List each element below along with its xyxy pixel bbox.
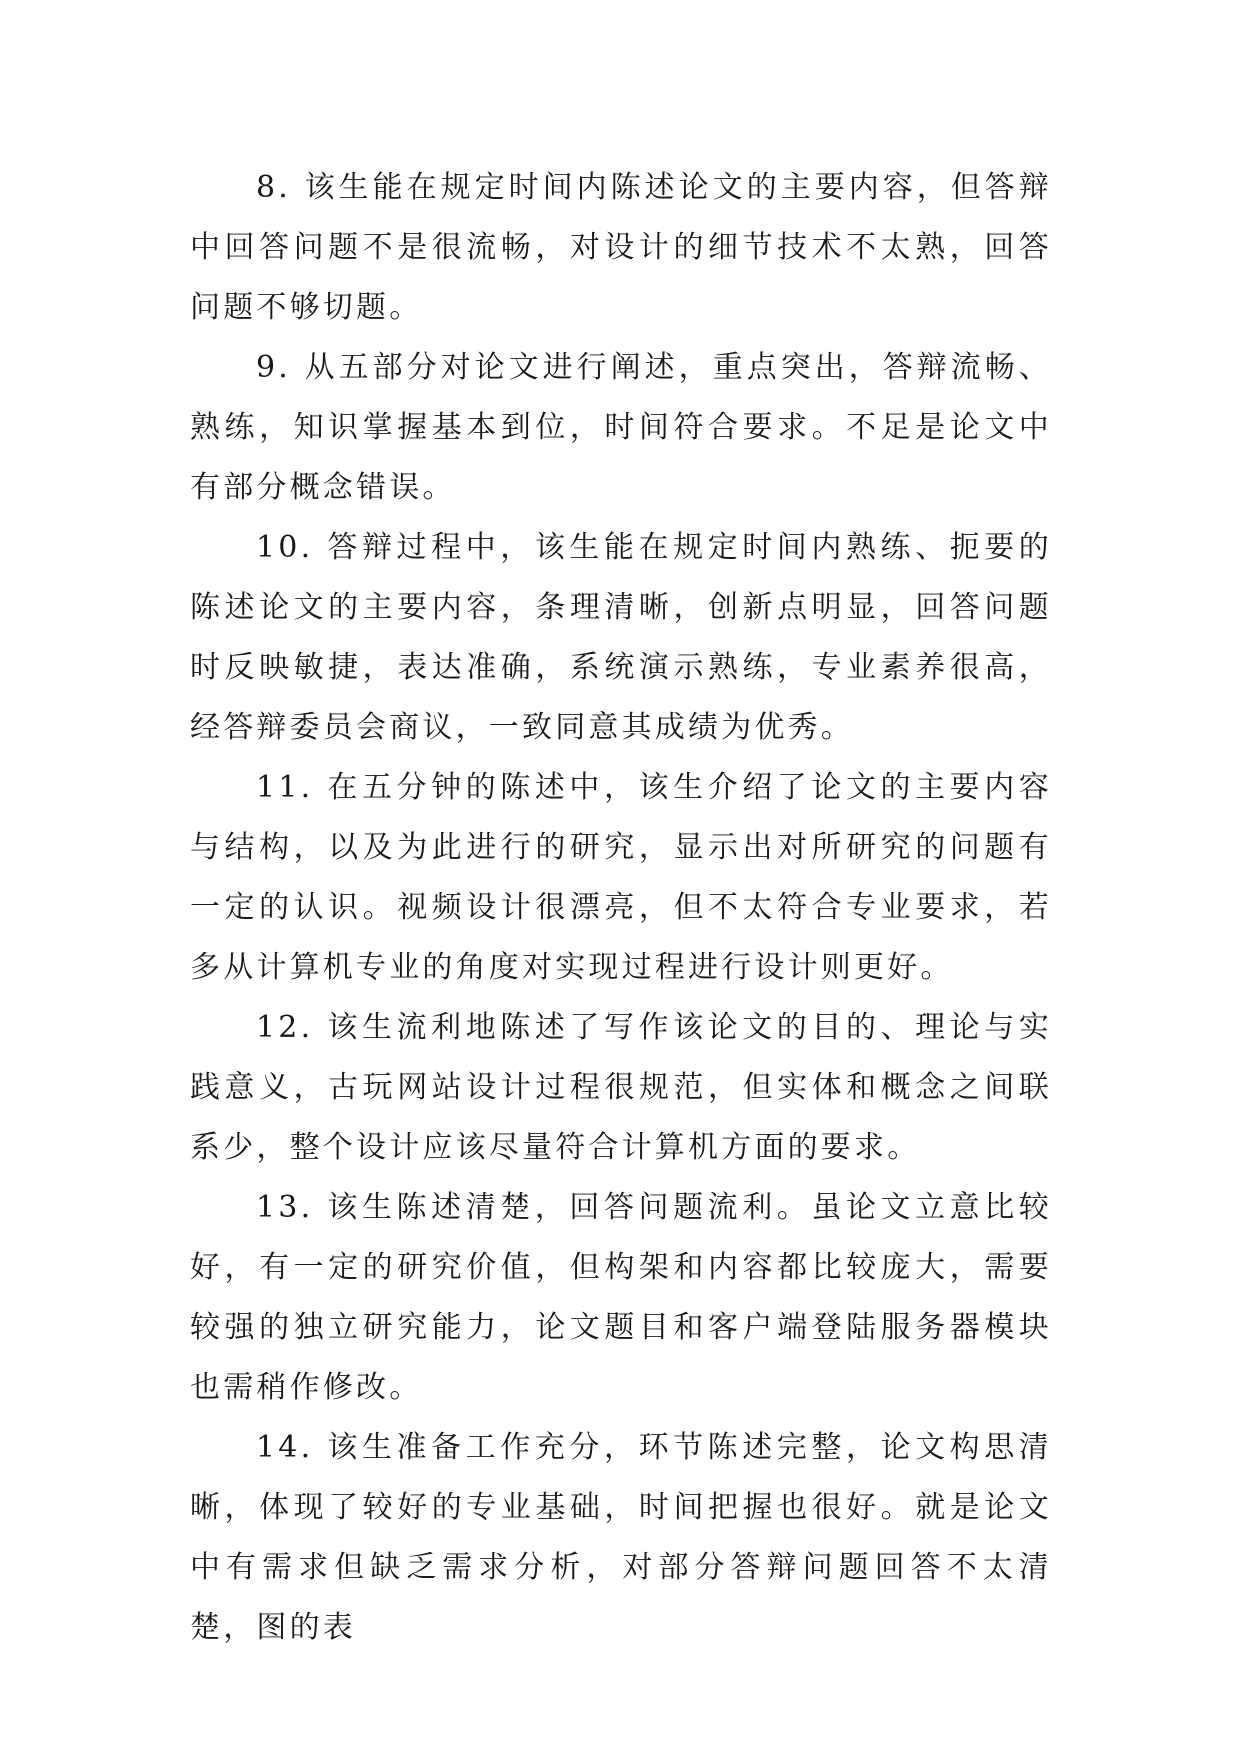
paragraph-12: 12. 该生流利地陈述了写作该论文的目的、理论与实践意义，古玩网站设计过程很规范，但实体和概念之间联系少，整个设计应该尽量符合计算机方面的要求。 (190, 1010, 1052, 1165)
paragraph-11: 11. 在五分钟的陈述中，该生介绍了论文的主要内容与结构，以及为此进行的研究，显示出对所研究的问题有一定的认识。视频设计很漂亮，但不太符合专业要求，若多从计算机专业的角度对实现过程进行设计则更好。 (190, 770, 1052, 985)
document-body (190, 158, 1052, 1658)
paragraph-9: 9. 从五部分对论文进行阐述，重点突出，答辩流畅、熟练，知识掌握基本到位，时间符合要求。不足是论文中有部分概念错误。 (190, 350, 1052, 505)
paragraph-13: 13. 该生陈述清楚，回答问题流利。虽论文立意比较好，有一定的研究价值，但构架和内容都比较庞大，需要较强的独立研究能力，论文题目和客户端登陆服务器模块也需稍作修改。 (190, 1190, 1052, 1405)
paragraph-14: 14. 该生准备工作充分，环节陈述完整，论文构思清晰，体现了较好的专业基础，时间把握也很好。就是论文中有需求但缺乏需求分析，对部分答辩问题回答不太清楚，图的表 (190, 1430, 1052, 1645)
paragraph-10: 10. 答辩过程中，该生能在规定时间内熟练、扼要的陈述论文的主要内容，条理清晰，创新点明显，回答问题时反映敏捷，表达准确，系统演示熟练，专业素养很高，经答辩委员会商议，一致同意其成绩为优秀。 (190, 530, 1052, 745)
paragraph-8: 8. 该生能在规定时间内陈述论文的主要内容，但答辩中回答问题不是很流畅，对设计的细节技术不太熟，回答问题不够切题。 (190, 170, 1052, 325)
